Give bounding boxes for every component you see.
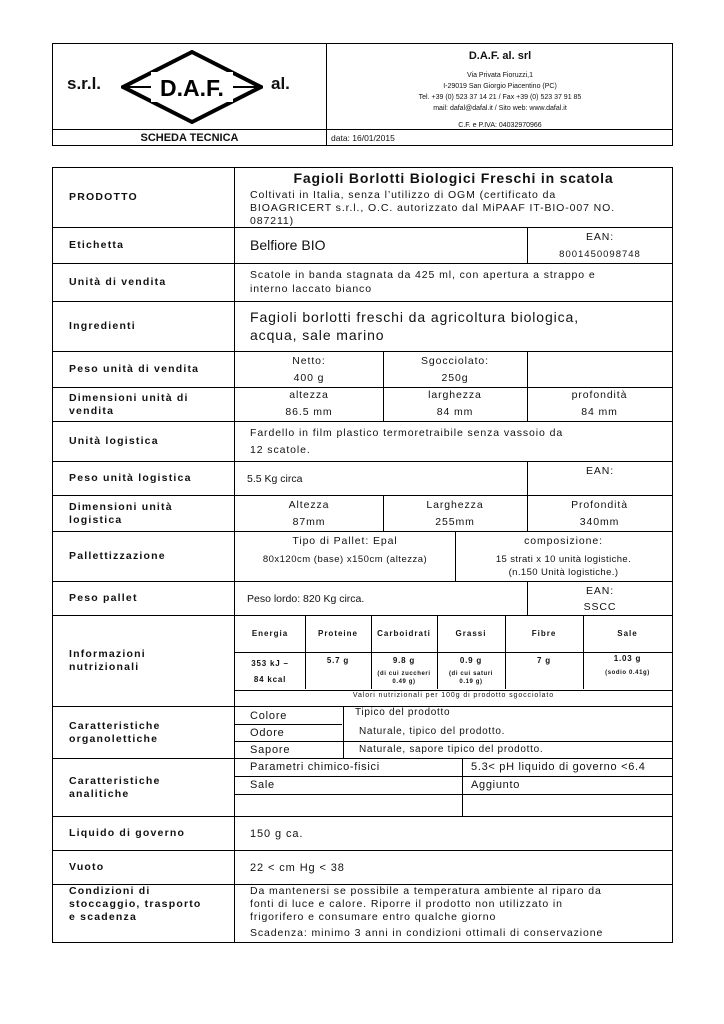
label-dim-logistica-1: Dimensioni unità: [69, 500, 173, 513]
nut-fibre-header: Fibre: [531, 629, 557, 638]
label-peso-logistica: Peso unità logistica: [53, 462, 235, 495]
dim-vendita-d: 84 mm: [581, 406, 618, 418]
nutrition-table: [235, 616, 672, 706]
label-condizioni-2: stoccaggio, trasporto: [69, 898, 202, 910]
product-name: Fagioli Borlotti Biologici Freschi in scatola: [293, 170, 614, 186]
sale-analitica-value: Aggiunto: [471, 779, 521, 791]
condizioni-line-1: Da mantenersi se possibile a temperatura ambiente al riparo da: [250, 885, 602, 897]
company-vat: C.F. e P.IVA: 04032970966: [458, 122, 542, 129]
label-vuoto: Vuoto: [53, 851, 235, 884]
ingredienti-line-2: acqua, sale marino: [250, 327, 385, 343]
daf-logo: [121, 50, 263, 124]
condizioni-line-3: frigorifero e consumare entro qualche giorno: [250, 911, 497, 923]
dim-vendita-w: 84 mm: [436, 406, 474, 418]
logo-al-text: al.: [271, 74, 290, 93]
dim-logistica-w: 255mm: [435, 516, 475, 528]
colore-value: Tipico del prodotto: [355, 707, 451, 718]
product-desc-2: BIOAGRICERT s.r.l., O.C. autorizzato dal MiPAAF IT-BIO-007 NO.: [250, 202, 616, 214]
vuoto-value: 22 < cm Hg < 38: [250, 862, 345, 874]
row-dim-vendita: [53, 388, 672, 422]
dim-logistica-h: 87mm: [292, 516, 326, 528]
label-nutrizionali-2: nutrizionali: [69, 661, 140, 673]
logo-text: D.A.F.: [160, 75, 224, 101]
label-organolettiche-2: organolettiche: [69, 732, 159, 745]
nut-grassi-value: 0.9 g: [459, 656, 483, 665]
label-condizioni-1: Condizioni di: [69, 885, 151, 897]
label-nutrizionali: [53, 616, 235, 706]
peso-pallet-value: Peso lordo: 820 Kg circa.: [247, 593, 365, 605]
label-analitiche-2: analitiche: [69, 787, 130, 800]
ean-label: EAN:: [585, 231, 615, 243]
nut-proteine-value: 5.7 g: [326, 656, 350, 665]
nut-carbo-value: 9.8 g: [392, 656, 416, 665]
nut-energia-header: Energia: [251, 629, 289, 638]
dim-logistica-h-label: Altezza: [288, 499, 330, 511]
label-organolettiche: [53, 707, 235, 758]
label-dim-vendita: [53, 388, 235, 421]
label-pallettizzazione: Pallettizzazione: [53, 532, 235, 581]
param-value: 5.3< pH liquido di governo <6.4: [471, 761, 646, 773]
nut-sale-header: Sale: [617, 629, 638, 638]
nut-fibre-value: 7 g: [537, 656, 551, 665]
nut-energia-kcal: 84 kcal: [253, 675, 287, 684]
row-ingredienti: [53, 302, 672, 352]
peso-logistica-value: 5.5 Kg circa: [247, 473, 303, 485]
label-unita-vendita: Unità di vendita: [53, 264, 235, 301]
company-name: D.A.F. al. srl: [468, 50, 532, 62]
ean-code: 8001450098748: [559, 249, 641, 260]
unita-logistica-line-2: 12 scatole.: [250, 444, 311, 456]
company-info: [327, 44, 673, 130]
peso-pallet-ean: SSCC: [583, 601, 617, 613]
row-nutrizionali: [53, 616, 672, 707]
dim-logistica-d-label: Profondità: [571, 499, 628, 511]
dim-logistica-w-label: Larghezza: [426, 499, 484, 511]
nut-carbo-sub-2: 0.49 g): [392, 679, 416, 685]
label-dim-vendita-1: Dimensioni unità di: [69, 391, 189, 404]
label-analitiche-1: Caratteristiche: [69, 774, 161, 787]
nut-sale-sub: (sodio 0.41g): [605, 670, 650, 676]
sheet-title: SCHEDA TECNICA: [53, 130, 327, 146]
nut-grassi-header: Grassi: [455, 629, 487, 638]
colore-label: Colore: [250, 710, 288, 722]
sale-analitica-label: Sale: [250, 779, 275, 791]
pallet-size: 80x120cm (base) x150cm (altezza): [262, 554, 428, 565]
nut-sale-value: 1.03 g: [613, 654, 642, 663]
row-etichetta: [53, 228, 672, 264]
label-peso-pallet: Peso pallet: [53, 582, 235, 615]
peso-pallet-ean-label: EAN:: [585, 585, 615, 597]
company-address-1: Via Privata Fioruzzi,1: [466, 72, 533, 79]
netto-value: 400 g: [293, 372, 325, 384]
row-vuoto: [53, 851, 672, 885]
nut-carbo-sub-1: (di cui zuccheri: [377, 671, 431, 677]
row-organolettiche: [53, 707, 672, 759]
nut-grassi-sub-1: (di cui saturi: [448, 671, 494, 677]
sgocciolato-value: 250g: [441, 372, 469, 384]
pallet-comp-1: 15 strati x 10 unità logistiche.: [495, 554, 632, 565]
logo-area: [53, 44, 327, 130]
row-peso-pallet: [53, 582, 672, 616]
param-label: Parametri chimico-fisici: [250, 761, 380, 773]
pallet-comp-label: composizione:: [524, 535, 603, 547]
label-dim-logistica: [53, 496, 235, 531]
label-prodotto: PRODOTTO: [53, 168, 235, 227]
company-phone: Tel. +39 (0) 523 37 14 21 / Fax +39 (0) 523 37 91 85: [418, 94, 582, 101]
document-header: [52, 43, 673, 146]
label-condizioni-3: e scadenza: [69, 911, 138, 923]
row-unita-vendita: [53, 264, 672, 302]
row-peso-logistica: [53, 462, 672, 496]
unita-vendita-line-1: Scatole in banda stagnata da 425 ml, con apertura a strappo e: [250, 269, 596, 281]
liquido-value: 150 g ca.: [250, 828, 304, 840]
nut-carbo-header: Carboidrati: [377, 629, 431, 638]
label-condizioni: [53, 885, 235, 943]
company-address-2: I-29019 San Giorgio Piacentino (PC): [443, 83, 557, 90]
odore-label: Odore: [250, 727, 285, 739]
label-unita-logistica: Unità logistica: [53, 422, 235, 461]
nut-grassi-sub-2: 0.19 g): [459, 679, 483, 685]
row-condizioni: [53, 885, 672, 943]
spec-table: [52, 167, 673, 943]
dim-vendita-h-label: altezza: [289, 389, 329, 401]
unita-logistica-line-1: Fardello in film plastico termoretraibile senza vassoio da: [250, 427, 564, 439]
row-dim-logistica: [53, 496, 672, 532]
row-prodotto: [53, 168, 672, 228]
product-desc-1: Coltivati in Italia, senza l’utilizzo di OGM (certificato da: [250, 189, 557, 201]
nut-footnote: Valori nutrizionali per 100g di prodotto sgocciolato: [352, 692, 555, 699]
row-analitiche: [53, 759, 672, 817]
netto-label: Netto:: [292, 355, 326, 367]
label-dim-logistica-2: logistica: [69, 513, 123, 526]
sapore-label: Sapore: [250, 744, 291, 756]
label-peso-vendita: Peso unità di vendita: [53, 352, 235, 387]
logo-srl-text: s.r.l.: [67, 74, 102, 93]
label-liquido: Liquido di governo: [53, 817, 235, 850]
odore-value: Naturale, tipico del prodotto.: [359, 726, 506, 737]
label-organolettiche-1: Caratteristiche: [69, 719, 161, 732]
label-analitiche: [53, 759, 235, 816]
product-desc-3: 087211): [250, 215, 295, 227]
row-unita-logistica: [53, 422, 672, 462]
nut-proteine-header: Proteine: [317, 629, 358, 638]
dim-vendita-w-label: larghezza: [428, 389, 482, 401]
unita-vendita-line-2: interno laccato bianco: [250, 283, 372, 295]
label-nutrizionali-1: Informazioni: [69, 648, 146, 660]
dim-vendita-d-label: profondità: [571, 389, 628, 401]
row-peso-vendita: [53, 352, 672, 388]
label-etichetta: Etichetta: [53, 228, 235, 263]
label-ingredienti: Ingredienti: [53, 302, 235, 351]
dim-vendita-h: 86.5 mm: [285, 406, 333, 418]
pallet-type: Tipo di Pallet: Epal: [292, 535, 398, 547]
peso-logistica-ean-label: EAN:: [585, 465, 615, 477]
condizioni-line-2: fonti di luce e calore. Riporre il prodotto non utilizzato in: [250, 898, 563, 910]
row-liquido: [53, 817, 672, 851]
sgocciolato-label: Sgocciolato:: [420, 355, 489, 367]
nut-energia-kj: 353 kJ –: [251, 659, 289, 668]
sheet-date: data: 16/01/2015: [331, 133, 395, 143]
sapore-value: Naturale, sapore tipico del prodotto.: [359, 744, 544, 755]
condizioni-line-4: Scadenza: minimo 3 anni in condizioni ottimali di conservazione: [250, 927, 604, 939]
row-pallettizzazione: [53, 532, 672, 582]
pallet-comp-2: (n.150 Unità logistiche.): [508, 567, 619, 578]
ingredienti-line-1: Fagioli borlotti freschi da agricoltura biologica,: [250, 309, 580, 325]
label-dim-vendita-2: vendita: [69, 404, 115, 417]
company-web: mail: dafal@dafal.it / Sito web: www.dafal.it: [433, 105, 567, 112]
dim-logistica-d: 340mm: [579, 516, 620, 528]
brand-name: Belfiore BIO: [250, 237, 326, 253]
